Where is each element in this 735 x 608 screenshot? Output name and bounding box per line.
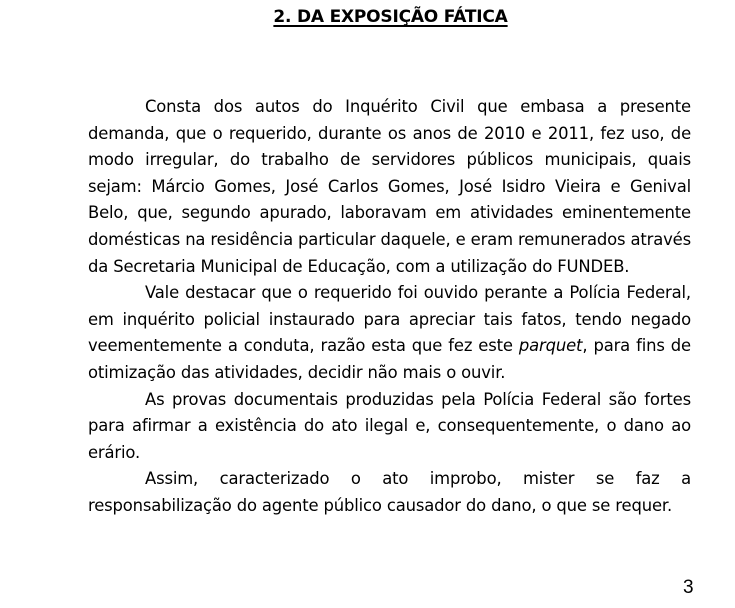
paragraph-policia-federal-end: , para fins de otimização das atividades, decidir não mais o ouvir.: [88, 336, 691, 382]
body-text: [88, 94, 691, 520]
page-number: 3: [683, 577, 694, 598]
paragraph-policia-federal-text: Vale destacar que o requerido foi ouvido perante a Polícia Federal, em inquérito policial instaurado para apreciar tais fatos, tendo negado veementemente a conduta, razão esta que fez este: [88, 283, 691, 356]
paragraph-provas: As provas documentais produzidas pela Polícia Federal são fortes para afirmar a existência do ato ilegal e, consequentemente, o dano ao erário.: [88, 389, 691, 462]
paragraph-inquerito: Consta dos autos do Inquérito Civil que embasa a presente demanda, que o requerido, durante os anos de 2010 e 2011, fez uso, de modo irregular, do trabalho de servidores públicos municipais, quais sejam: Márcio Gomes, José Carlos Gomes, José Isidro Vieira e Genival Belo, que, segundo apurado, laboravam em atividades eminentemente domésticas na residência particular daquele, e eram remunerados através da Secretaria Municipal de Educação, com a utilização do FUNDEB.: [88, 97, 691, 276]
paragraph-responsabilizacao: Assim, caracterizado o ato improbo, mister se faz a responsabilização do agente público causador do dano, o que se requer.: [88, 469, 691, 515]
paragraph-policia-federal: [88, 280, 691, 386]
parquet-emphasis: parquet: [518, 336, 583, 356]
section-title: 2. DA EXPOSIÇÃO FÁTICA: [273, 7, 508, 27]
